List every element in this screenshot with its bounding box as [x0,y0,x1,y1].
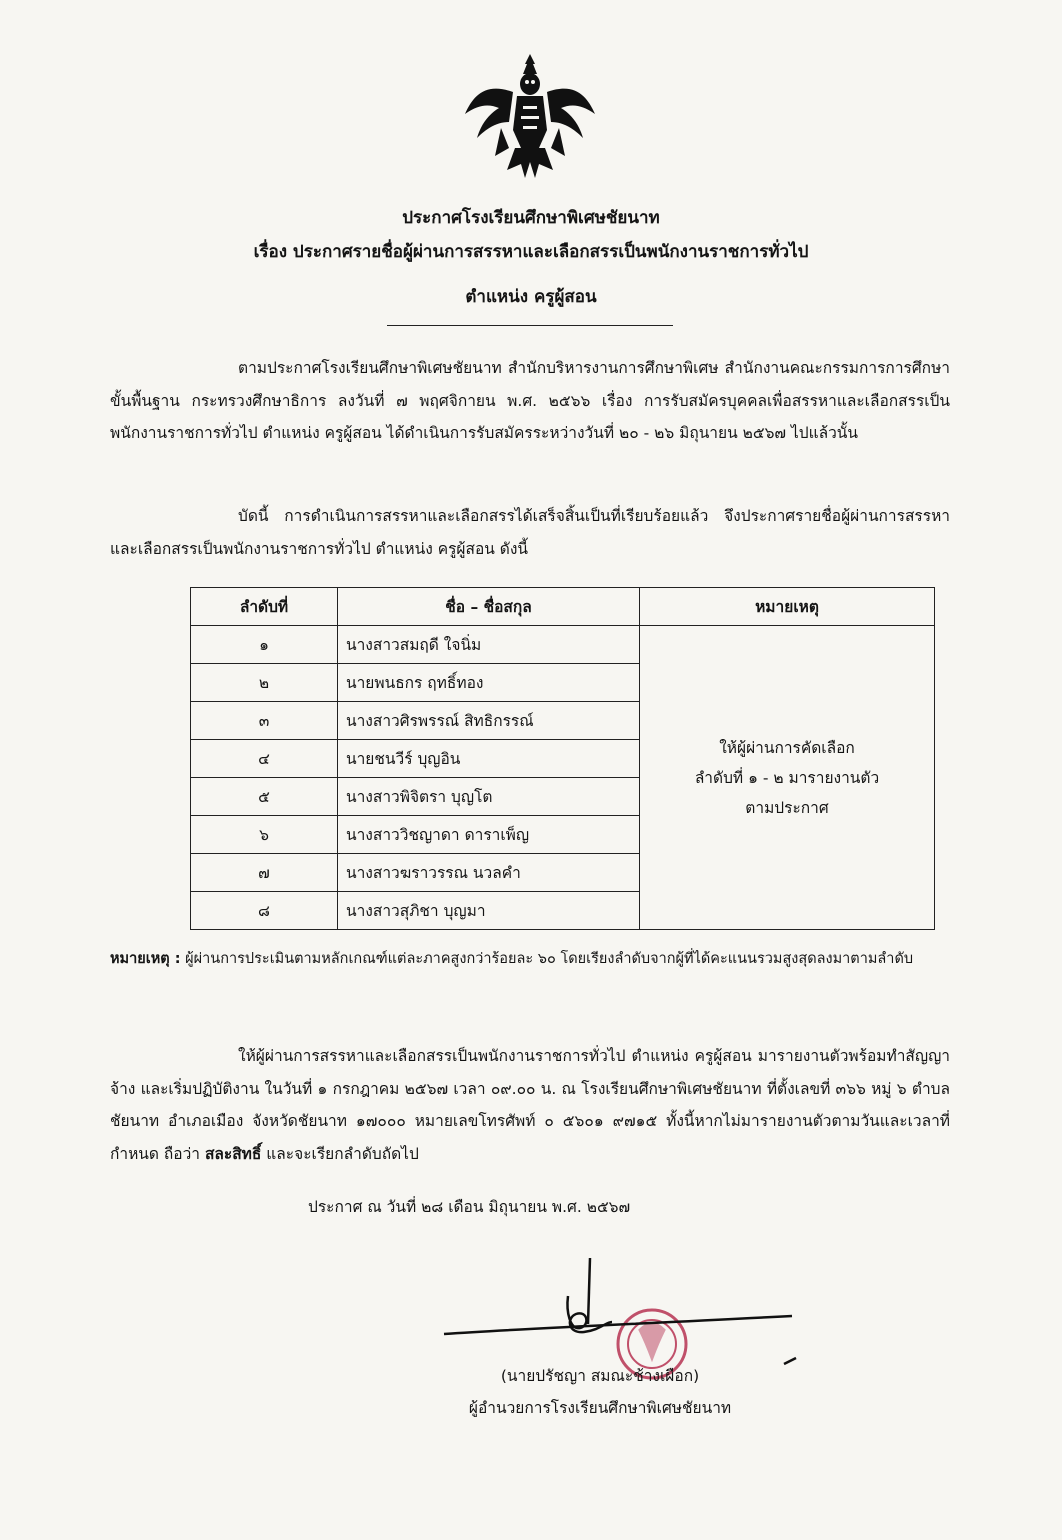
paragraph-report-instructions [110,1040,950,1170]
remark-line: ลำดับที่ ๑ - ๒ มารายงานตัว [694,768,880,787]
header-remark: หมายเหตุ [640,588,935,626]
row-number: ๖ [191,816,338,854]
row-name: นางสาวพิจิตรา บุญโต [338,778,640,816]
results-table [190,587,935,930]
announcement-title: ประกาศโรงเรียนศึกษาพิเศษชัยนาท [402,208,660,228]
header-number: ลำดับที่ [191,588,338,626]
garuda-emblem-icon [455,52,605,184]
row-name: นางสาววิชญาดา ดาราเพ็ญ [338,816,640,854]
signer-title: ผู้อำนวยการโรงเรียนศึกษาพิเศษชัยนาท [468,1399,732,1417]
signer-block [440,1360,760,1424]
announcement-position: ตำแหน่ง ครูผู้สอน [465,287,597,307]
title-divider [387,325,673,326]
footnote-text: ผู้ผ่านการประเมินตามหลักเกณฑ์แต่ละภาคสูงกว่าร้อยละ ๖๐ โดยเรียงลำดับจากผู้ที่ได้คะแนนรวมสูงสุดลงมาตามลำดับ [180,951,914,967]
header-name: ชื่อ – ชื่อสกุล [338,588,640,626]
footnote-label: หมายเหตุ : [110,951,181,967]
report-text: ให้ผู้ผ่านการสรรหาและเลือกสรรเป็นพนักงานราชการทั่วไป ตำแหน่ง ครูผู้สอน มารายงานตัวพร้อมทำสัญญาจ้าง และเริ่มปฏิบัติงาน ในวันที่ ๑ กรกฎาคม ๒๕๖๗ เวลา ๐๙.๐๐ น. ณ โรงเรียนศึกษาพิเศษชัยนาท ที่ตั้งเลขที่ ๓๖๖ หมู่ ๖ ตำบลชัยนาท อำเภอเมือง จังหวัดชัยนาท ๑๗๐๐๐ หมายเลขโทรศัพท์ ๐ ๕๖๐๑ ๙๗๑๕ ทั้งนี้หากไม่มารายงานตัวตามวันและเวลาที่กำหนด ถือว่า [110,1047,950,1163]
row-name: นางสาวสุภิชา บุญมา [338,892,640,930]
row-name: นางสาวฆราวรรณ นวลคำ [338,854,640,892]
table-footnote [110,946,950,973]
signer-name: (นายปรัชญา สมณะช้างเผือก) [500,1367,700,1385]
row-number: ๓ [191,702,338,740]
row-number: ๒ [191,664,338,702]
row-number: ๗ [191,854,338,892]
remark-line: ตามประกาศ [745,798,829,817]
row-name: นายพนธกร ฤทธิ์ทอง [338,664,640,702]
report-text-end: และจะเรียกลำดับถัดไป [261,1144,419,1163]
paragraph-result-intro: บัดนี้ การดำเนินการสรรหาและเลือกสรรได้เสร็จสิ้นเป็นที่เรียบร้อยแล้ว จึงประกาศรายชื่อผู้ผ่านการสรรหาและเลือกสรรเป็นพนักงานราชการทั่วไป ตำแหน่ง ครูผู้สอน ดังนี้ [110,507,950,558]
paragraph-background: ตามประกาศโรงเรียนศึกษาพิเศษชัยนาท สำนักบริหารงานการศึกษาพิเศษ สำนักงานคณะกรรมการการศึกษาขั้นพื้นฐาน กระทรวงศึกษาธิการ ลงวันที่ ๗ พฤศจิกายน พ.ศ. ๒๕๖๖ เรื่อง การรับสมัครบุคคลเพื่อสรรหาและเลือกสรรเป็นพนักงานราชการทั่วไป ตำแหน่ง ครูผู้สอน ได้ดำเนินการรับสมัครระหว่างวันที่ ๒๐ - ๒๖ มิถุนายน ๒๕๖๗ ไปแล้วนั้น [110,359,950,442]
table-header-row [191,588,935,626]
announcement-subject: เรื่อง ประกาศรายชื่อผู้ผ่านการสรรหาและเลือกสรรเป็นพนักงานราชการทั่วไป [253,242,809,262]
row-number: ๑ [191,626,338,664]
remark-cell [640,626,935,930]
remark-line: ให้ผู้ผ่านการคัดเลือก [719,738,855,757]
row-number: ๘ [191,892,338,930]
announcement-date: ประกาศ ณ วันที่ ๒๘ เดือน มิถุนายน พ.ศ. ๒๕๖๗ [308,1198,631,1216]
row-name: นางสาวสมฤดี ใจนิ่ม [338,626,640,664]
row-name: นางสาวศิรพรรณ์ สิทธิกรรณ์ [338,702,640,740]
row-name: นายชนวีร์ บุญอิน [338,740,640,778]
forfeit-emphasis: สละสิทธิ์ [204,1144,262,1163]
table-row [191,626,935,664]
row-number: ๕ [191,778,338,816]
row-number: ๔ [191,740,338,778]
